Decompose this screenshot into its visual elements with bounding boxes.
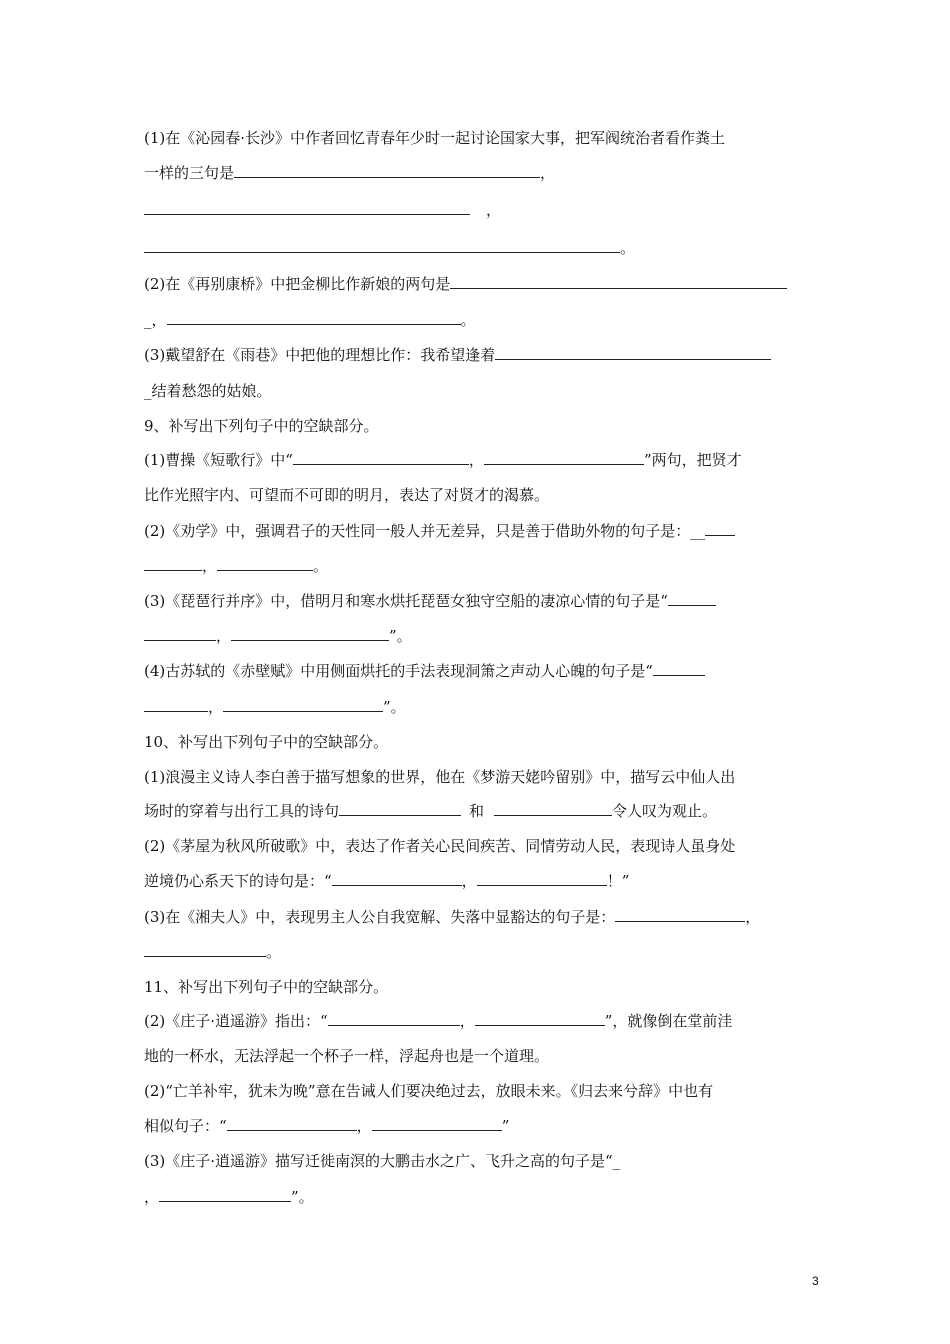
q10-item3-line1: (3)在《湘夫人》中，表现男主人公自我宽解、失落中显豁达的句子是： ， xyxy=(144,908,761,926)
q8-item2-line1: (2)在《再别康桥》中把金柳比作新娘的两句是 xyxy=(144,274,787,294)
q9-item1-line1: (1)曹操《短歌行》中“ ， ”两句，把贤才 xyxy=(144,451,742,469)
blank[interactable] xyxy=(372,1116,502,1131)
q11-item2-line2: 相似句子：“ ， ” xyxy=(144,1117,510,1135)
blank[interactable] xyxy=(705,521,735,536)
q9-heading: 9、补写出下列句子中的空缺部分。 xyxy=(144,417,379,435)
q10-item2-line1: (2)《茅屋为秋风所破歌》中，表达了作者关心民间疾苦、同情劳动人民，表现诗人虽身处 xyxy=(144,837,736,855)
blank[interactable] xyxy=(217,556,313,571)
q8-item1-line1: (1)在《沁园春·长沙》中作者回忆青春年少时一起讨论国家大事，把军阀统治者看作粪土 xyxy=(144,129,726,147)
q11-item1-line2: 地的一杯水，无法浮起一个杯子一样，浮起舟也是一个道理。 xyxy=(144,1047,550,1065)
q9-item3-line2: ， ”。 xyxy=(144,626,412,646)
blank[interactable] xyxy=(144,626,216,641)
blank[interactable] xyxy=(223,697,383,712)
blank[interactable] xyxy=(495,345,771,360)
page-number: 3 xyxy=(812,1274,819,1288)
q11-item2-line1: (2)“亡羊补牢，犹未为晚”意在告诫人们要决绝过去，放眼未来。《归去来兮辞》中也有 xyxy=(144,1082,714,1100)
blank[interactable] xyxy=(450,274,787,289)
q10-item2-line2: 逆境仍心系天下的诗句是：“ ， ！” xyxy=(144,872,630,890)
q11-item1-line1: (2)《庄子·逍遥游》指出：“ ， ”，就像倒在堂前洼 xyxy=(144,1012,733,1030)
q8-item2-line2: _， 。 xyxy=(144,311,476,329)
blank[interactable] xyxy=(332,871,462,886)
q11-item3-line1: (3)《庄子·逍遥游》描写迁徙南溟的大鹏击水之广、飞升之高的句子是“_ xyxy=(144,1152,621,1170)
q9-item2-line2: ， 。 xyxy=(144,556,328,576)
blank[interactable] xyxy=(293,450,469,465)
blank[interactable] xyxy=(653,661,705,676)
blank[interactable] xyxy=(227,1116,357,1131)
blank[interactable] xyxy=(328,1011,460,1026)
q10-item1-line2: 场时的穿着与出行工具的诗句 和 令人叹为观止。 xyxy=(144,802,718,820)
blank[interactable] xyxy=(484,450,644,465)
blank[interactable] xyxy=(231,626,389,641)
blank[interactable] xyxy=(144,200,470,215)
blank[interactable] xyxy=(234,163,540,178)
q9-item4-line2: ， ”。 xyxy=(144,697,406,717)
q8-item1-line4: 。 xyxy=(144,238,635,258)
blank[interactable] xyxy=(339,801,461,816)
blank[interactable] xyxy=(144,556,202,571)
blank[interactable] xyxy=(494,801,612,816)
blank[interactable] xyxy=(615,907,745,922)
q10-item3-line2: 。 xyxy=(144,942,281,962)
q11-heading: 11、补写出下列句子中的空缺部分。 xyxy=(144,978,389,996)
q10-item1-line1: (1)浪漫主义诗人李白善于描写想象的世界，他在《梦游天姥吟留别》中，描写云中仙人出 xyxy=(144,768,736,786)
q8-item3-line1: (3)戴望舒在《雨巷》中把他的理想比作：我希望逢着 xyxy=(144,345,771,365)
q9-item2-line1: (2)《劝学》中，强调君子的天性同一般人并无差异，只是善于借助外物的句子是：__ xyxy=(144,521,735,541)
blank[interactable] xyxy=(144,942,266,957)
blank[interactable] xyxy=(144,238,620,253)
q9-item4-line1: (4)古苏轼的《赤壁赋》中用侧面烘托的手法表现洞箫之声动人心魄的句子是“ xyxy=(144,661,705,681)
q8-item3-line2: _结着愁怨的姑娘。 xyxy=(144,382,272,400)
blank[interactable] xyxy=(668,591,716,606)
q9-item1-line2: 比作光照宇内、可望而不可即的明月，表达了对贤才的渴慕。 xyxy=(144,486,550,504)
q11-item3-line2: ， ”。 xyxy=(144,1188,314,1206)
q8-item1-line2: 一样的三句是 ， xyxy=(144,164,556,182)
q9-item3-line1: (3)《琵琶行并序》中，借明月和寒水烘托琵琶女独守空船的凄凉心情的句子是“ xyxy=(144,591,716,611)
q10-heading: 10、补写出下列句子中的空缺部分。 xyxy=(144,733,389,751)
blank[interactable] xyxy=(475,1011,605,1026)
blank[interactable] xyxy=(477,871,607,886)
blank[interactable] xyxy=(159,1187,291,1202)
q8-item1-line3: ， xyxy=(144,200,501,220)
blank[interactable] xyxy=(144,697,208,712)
blank[interactable] xyxy=(167,310,461,325)
